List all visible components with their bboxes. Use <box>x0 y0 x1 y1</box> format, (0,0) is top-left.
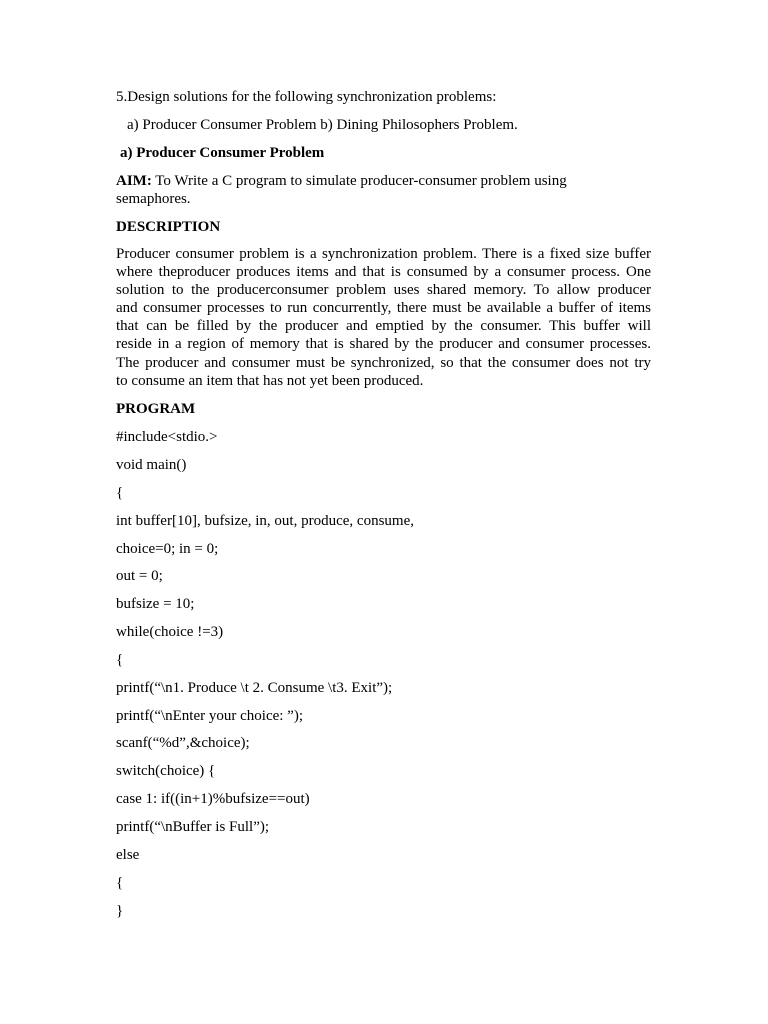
aim-text: To Write a C program to simulate producer-consumer problem using <box>151 173 567 189</box>
aim-text-continued: semaphores. <box>116 191 191 207</box>
code-line: printf(“\n1. Produce \t 2. Consume \t3. Exit”); <box>116 680 393 696</box>
code-line: printf(“\nEnter your choice: ”); <box>116 708 304 724</box>
code-line: switch(choice) { <box>116 763 216 779</box>
description-line: solution to the producerconsumer problem uses shared memory. To allow producer <box>116 282 651 299</box>
question-subheading: a) Producer Consumer Problem b) Dining Philosophers Problem. <box>127 117 518 133</box>
code-line: int buffer[10], bufsize, in, out, produce, consume, <box>116 513 414 529</box>
description-line: reside in a region of memory that is shared by the producer and consumer processes. <box>116 336 651 353</box>
code-line: #include<stdio.> <box>116 429 218 445</box>
code-line: } <box>116 903 124 919</box>
code-line: { <box>116 652 124 668</box>
description-line: Producer consumer problem is a synchronization problem. There is a fixed size buffer <box>116 246 651 262</box>
code-line: out = 0; <box>116 568 163 584</box>
description-title: DESCRIPTION <box>116 219 221 235</box>
description-paragraph <box>116 245 651 390</box>
description-line: The producer and consumer must be synchronized, so that the consumer does not try <box>116 354 651 371</box>
program-title: PROGRAM <box>116 401 196 417</box>
description-line: and consumer processes to run concurrently, there must be available a buffer of items <box>116 300 651 317</box>
question-heading: 5.Design solutions for the following synchronization problems: <box>116 89 497 105</box>
description-line: that can be filled by the producer and emptied by the consumer. This buffer will <box>116 318 651 335</box>
code-line: scanf(“%d”,&choice); <box>116 735 250 751</box>
section-title: a) Producer Consumer Problem <box>120 145 325 161</box>
code-line: void main() <box>116 457 187 473</box>
code-line: choice=0; in = 0; <box>116 541 219 557</box>
code-line: case 1: if((in+1)%bufsize==out) <box>116 791 310 807</box>
code-line: while(choice !=3) <box>116 624 224 640</box>
code-line: { <box>116 875 124 891</box>
code-line: bufsize = 10; <box>116 596 195 612</box>
description-line: to consume an item that has not yet been produced. <box>116 372 424 389</box>
code-line: { <box>116 485 124 501</box>
aim-label: AIM: <box>116 173 152 189</box>
code-line: printf(“\nBuffer is Full”); <box>116 819 270 835</box>
code-line: else <box>116 847 140 863</box>
description-line: where theproducer produces items and that is consumed by a consumer process. One <box>116 264 651 281</box>
aim-line <box>116 172 567 190</box>
